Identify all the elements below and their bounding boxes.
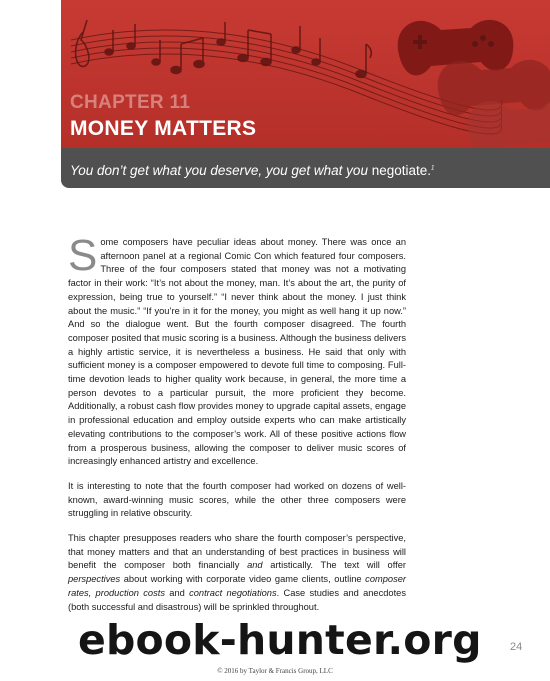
p3-italic-1: and [247, 560, 263, 571]
chapter-body [68, 231, 406, 625]
p3-italic-2: perspectives [68, 574, 121, 585]
p3-italic-4: contract negotiations [189, 587, 277, 598]
p3-italic-3: composer rates, production costs [68, 574, 406, 598]
chapter-title: MONEY MATTERS [70, 117, 257, 140]
copyright-line: © 2016 by Taylor & Francis Group, LLC [217, 667, 333, 675]
page-number: 24 [510, 641, 523, 653]
paragraph-1 [68, 231, 406, 469]
chapter-banner [61, 0, 550, 148]
p3-text-2: artistically. The text will offer [262, 560, 406, 571]
paragraph-1-text: ome composers have peculiar ideas about money. There was once an afternoon panel at a regional Comic Con which featured four composers. Three of the four composers stated that money was not a motivating factor in their work: “It’s not about the money, man. It’s about the art, the purity of expression, being true to yourself.” “I never think about the money. I just think about the music.” “If you’re in it for the money, you might as well hang it up now.” And so the dialogue went. But the fourth composer disagreed. The fourth composer posited that music scoring is a business. Although the business delivers a highly artistic service, it is nevertheless a business. He said that only with sufficient money is a composer empowered to devote full time to composing. Full-time devotion leads to higher quality work because, in general, the more time a person devotes to a particular pursuit, the more proficient they become. Additionally, a robust cash flow provides money to upgrade capital assets, engage in professional education and employ outside experts who can make artistically elevating contributions to the composer’s work. All of these positive actions flow from a prosperous business, allowing the composer to deliver music scores of increasingly enhanced artistry and excellence. [68, 237, 406, 467]
dropcap: S [68, 231, 98, 280]
epigraph-bar [61, 148, 550, 188]
epigraph-quote [70, 163, 434, 178]
paragraph-2: It is interesting to note that the fourth composer had worked on dozens of well-known, award-winning music scores, while the other three composers were struggling in relative obscurity. [68, 480, 406, 519]
watermark-text: ebook-hunter.org [78, 616, 482, 664]
footnote-mark: 1 [431, 165, 435, 172]
p3-text-1: This chapter presupposes readers who share the fourth composer’s perspective, that money matters and that an understanding of best practices in business will benefit the composer both financially [68, 533, 406, 571]
p3-text-3: about working with corporate video game clients, outline [120, 574, 366, 585]
paragraph-3 [68, 532, 406, 614]
p3-text-5: . Case studies and anecdotes (both successful and disastrous) will be sprinkled throughout. [68, 587, 406, 612]
p3-text-4: and [164, 587, 190, 598]
chapter-label: CHAPTER 11 [70, 92, 191, 113]
epigraph-italic: You don’t get what you deserve, you get what you [70, 163, 368, 178]
epigraph-plain: negotiate. [371, 163, 432, 178]
